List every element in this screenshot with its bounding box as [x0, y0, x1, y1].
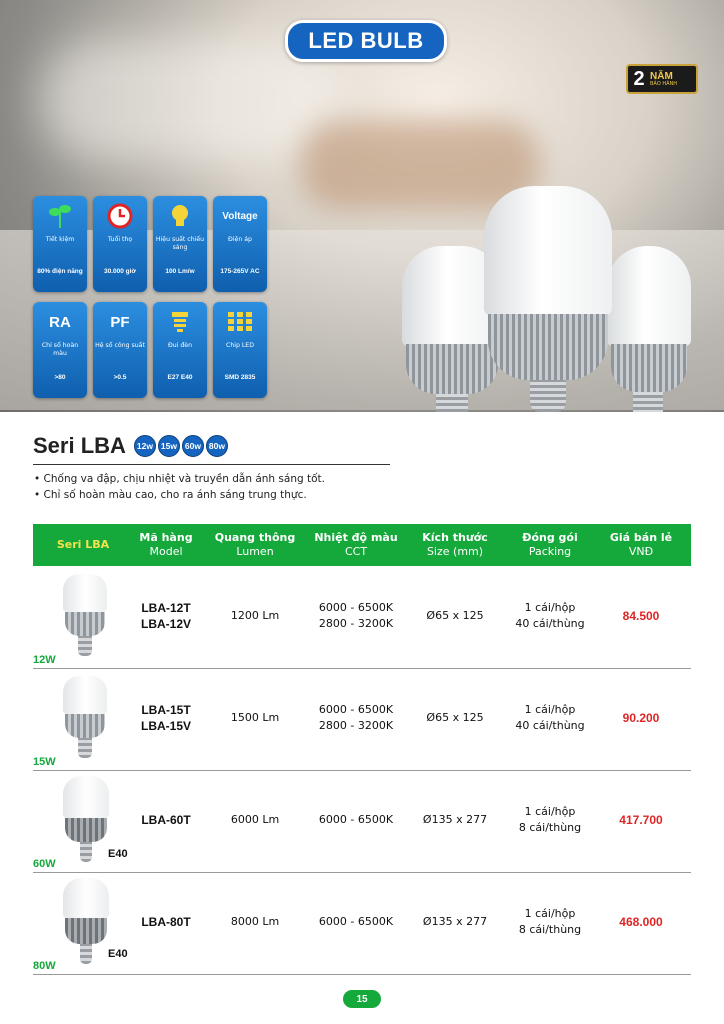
lumen-cell: 1500 Lm	[230, 711, 280, 724]
table-row	[33, 872, 691, 975]
feature-label: Tuổi thọ	[107, 236, 133, 243]
lumen-cell: 8000 Lm	[230, 915, 280, 928]
feature-value: 100 Lm/w	[165, 268, 195, 275]
series-heading	[33, 433, 230, 459]
header-series: Seri LBA	[56, 538, 110, 551]
wattage-badge: 60w	[182, 435, 204, 457]
feature-value: 30.000 giờ	[103, 268, 137, 275]
lumen-cell: 6000 Lm	[230, 813, 280, 826]
price-cell: 90.200	[622, 711, 660, 725]
hero-bulb-right	[607, 246, 691, 412]
socket-label: E40	[108, 948, 128, 960]
feature-ra	[33, 302, 87, 398]
feature-value: E27 E40	[167, 374, 193, 381]
chip-grid-icon	[213, 306, 267, 338]
header-price: Giá bán lẻ VNĐ	[609, 531, 673, 558]
header-cct: Nhiệt độ màu CCT	[314, 531, 398, 558]
model-cell: LBA-15T LBA-15V	[140, 703, 191, 733]
feature-label: Tiết kiệm	[45, 236, 75, 243]
feature-voltage	[213, 196, 267, 292]
socket-icon	[153, 306, 207, 338]
cct-cell: 6000 - 6500K 2800 - 3200K	[318, 703, 394, 732]
packing-cell: 1 cái/hộp 40 cái/thùng	[515, 703, 585, 732]
warranty-badge	[626, 64, 698, 94]
table-header	[33, 524, 691, 566]
size-cell: Ø65 x 125	[426, 609, 484, 622]
header-size: Kích thước Size (mm)	[422, 531, 488, 558]
header-packing: Đóng gói Packing	[522, 531, 578, 558]
feature-pf	[93, 302, 147, 398]
feature-label: Điện áp	[228, 236, 252, 243]
leaf-icon	[33, 200, 87, 232]
product-image	[63, 878, 109, 968]
header-lumen: Quang thông Lumen	[214, 531, 296, 558]
wattage-label: 80W	[33, 960, 56, 972]
socket-label: E40	[108, 848, 128, 860]
wattage-label: 15W	[33, 756, 56, 768]
ra-icon: RA	[49, 313, 71, 331]
wattage-badge: 15w	[158, 435, 180, 457]
divider	[33, 464, 390, 465]
voltage-icon: Voltage	[222, 210, 258, 222]
feature-value: 175-265V AC	[220, 268, 260, 275]
feature-chip	[213, 302, 267, 398]
feature-label: Hệ số công suất	[95, 342, 145, 349]
table-row	[33, 770, 691, 873]
series-name: Seri LBA	[33, 433, 126, 458]
size-cell: Ø135 x 277	[422, 813, 488, 826]
feature-label: Chip LED	[226, 342, 254, 349]
feature-value: 80% điện năng	[37, 268, 83, 275]
packing-cell: 1 cái/hộp 8 cái/thùng	[518, 805, 582, 834]
clock-icon	[93, 200, 147, 232]
packing-cell: 1 cái/hộp 8 cái/thùng	[518, 907, 582, 936]
price-cell: 468.000	[619, 915, 663, 929]
lumen-cell: 1200 Lm	[230, 609, 280, 622]
cct-cell: 6000 - 6500K 2800 - 3200K	[318, 601, 394, 630]
wattage-badge: 80w	[206, 435, 228, 457]
bullet-item: • Chống va đập, chịu nhiệt và truyền dẫn ánh sáng tốt.	[34, 473, 325, 485]
pf-icon: PF	[110, 313, 130, 331]
bullet-item: • Chỉ số hoàn màu cao, cho ra ánh sáng trung thực.	[34, 489, 307, 501]
page-number: 15	[343, 990, 381, 1008]
size-cell: Ø65 x 125	[426, 711, 484, 724]
warranty-number: 2	[633, 67, 645, 90]
feature-bullets	[34, 471, 325, 503]
hero-bulb-center	[484, 186, 612, 412]
wattage-label: 12W	[33, 654, 56, 666]
product-image	[63, 574, 107, 660]
feature-socket	[153, 302, 207, 398]
feature-saving	[33, 196, 87, 292]
model-cell: LBA-12T LBA-12V	[140, 601, 191, 631]
feature-label: Hiệu suất chiếu sáng	[155, 236, 205, 251]
feature-value: SMD 2835	[224, 374, 256, 381]
feature-lifetime	[93, 196, 147, 292]
model-cell: LBA-60T	[141, 813, 191, 827]
lightbulb-icon	[153, 200, 207, 232]
wattage-label: 60W	[33, 858, 56, 870]
packing-cell: 1 cái/hộp 40 cái/thùng	[515, 601, 585, 630]
price-cell: 84.500	[622, 609, 660, 623]
feature-label: Chỉ số hoàn màu	[41, 342, 79, 357]
warranty-unit: NĂM	[650, 70, 673, 82]
warranty-caption: BẢO HÀNH	[650, 80, 678, 87]
price-cell: 417.700	[619, 813, 663, 827]
page-title: LED BULB	[285, 20, 447, 62]
hero-banner	[0, 0, 724, 412]
product-image	[63, 676, 107, 762]
table-row	[33, 668, 691, 771]
table-row	[33, 566, 691, 669]
cct-cell: 6000 - 6500K	[318, 813, 394, 826]
size-cell: Ø135 x 277	[422, 915, 488, 928]
model-cell: LBA-80T	[141, 915, 191, 929]
feature-value: >0.5	[113, 374, 127, 381]
cct-cell: 6000 - 6500K	[318, 915, 394, 928]
feature-efficiency	[153, 196, 207, 292]
wattage-badge: 12w	[134, 435, 156, 457]
feature-value: >80	[54, 374, 66, 381]
product-image	[63, 776, 109, 866]
header-model: Mã hàng Model	[139, 531, 193, 558]
feature-label: Đui đèn	[167, 342, 193, 349]
